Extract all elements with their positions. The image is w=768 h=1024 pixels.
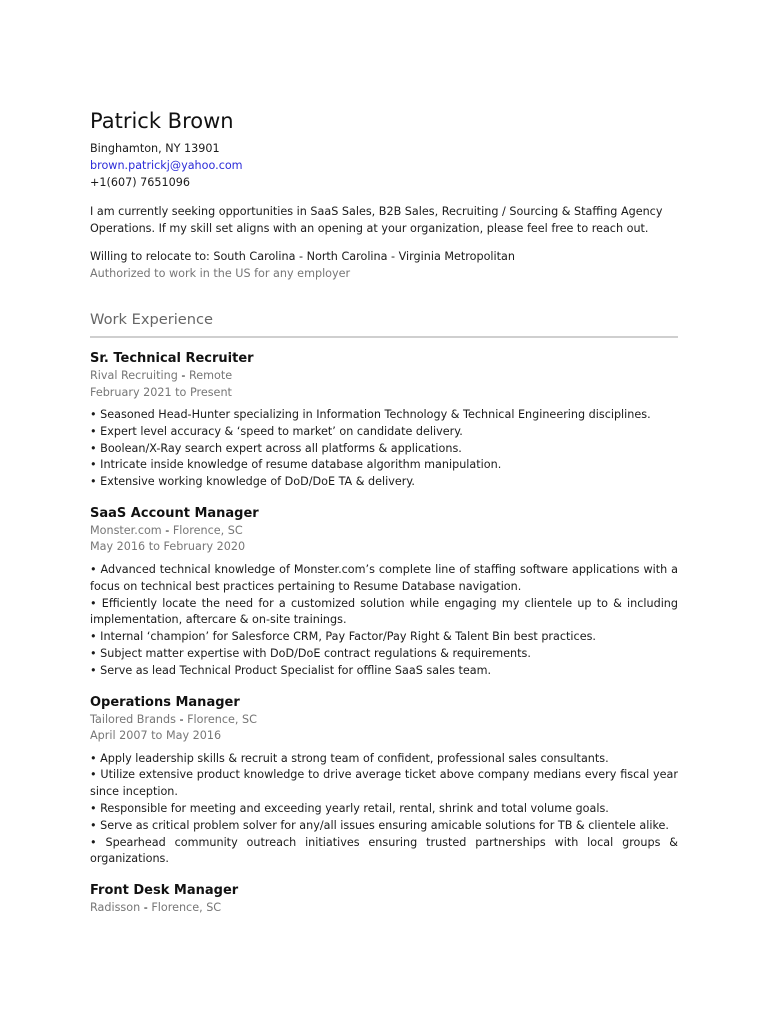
job-dates: May 2016 to February 2020 [90,540,246,554]
job-location: Florence, SC [187,712,257,726]
jobs-list [90,350,678,917]
job-bullet: • Serve as lead Technical Product Specialist for offline SaaS sales team. [90,663,492,677]
summary-text: I am currently seeking opportunities in SaaS Sales, B2B Sales, Recruiting / Sourcing & Staffing Agency Operations. If my skill set aligns with an opening at your organization, please feel free to reach out. [90,205,663,235]
job-bullet: • Internal ‘champion’ for Salesforce CRM, Pay Factor/Pay Right & Talent Bin best practices. [90,630,596,644]
job-bullet: • Advanced technical knowledge of Monster.com’s complete line of staffing software applications with a focus on technical best practices pertaining to Resume Database navigation. [90,562,678,593]
job-company-line [90,368,678,385]
job-bullet: • Subject matter expertise with DoD/DoE contract regulations & requirements. [90,646,531,660]
job-bullet: • Seasoned Head-Hunter specializing in Information Technology & Technical Engineering disciplines. [90,408,651,421]
job-entry [90,350,678,491]
job-dates: April 2007 to May 2016 [90,729,222,743]
job-bullet: • Intricate inside knowledge of resume database algorithm manipulation. [90,458,502,472]
job-bullet: • Boolean/X-Ray search expert across all platforms & applications. [90,441,462,455]
job-title: Operations Manager [90,694,240,710]
email-link[interactable]: brown.patrickj@yahoo.com [90,159,243,172]
job-bullets [90,407,678,491]
job-title: SaaS Account Manager [90,505,259,521]
job-title: Front Desk Manager [90,883,239,899]
job-bullets [90,751,678,869]
job-company: Monster.com [90,523,162,537]
job-bullet: • Spearhead community outreach initiatives ensuring trusted partnerships with local groups & organizations. [90,835,678,866]
company-location-separator: - [161,523,173,537]
phone-text: +1(607) 7651096 [90,176,190,189]
work-experience-heading: Work Experience [90,311,213,328]
job-bullets [90,562,678,680]
job-entry [90,694,678,869]
relocate-text: Willing to relocate to: South Carolina - North Carolina - Virginia Metropolitan [90,250,515,263]
candidate-name: Patrick Brown [90,109,234,133]
job-bullet: • Extensive working knowledge of DoD/DoE TA & delivery. [90,475,415,489]
location-text: Binghamton, NY 13901 [90,142,220,155]
company-location-separator: - [140,901,152,915]
company-location-separator: - [175,712,188,726]
job-bullet: • Expert level accuracy & ‘speed to market’ on candidate delivery. [90,424,463,438]
job-company-line [90,712,678,729]
job-location: Florence, SC [172,523,243,537]
job-company-line [90,523,678,540]
job-bullet: • Efficiently locate the need for a customized solution while engaging my clientele up to & including implementation, aftercare & on-site trainings. [90,596,678,627]
job-bullet: • Apply leadership skills & recruit a strong team of confident, professional sales consultants. [90,751,609,765]
job-company: Radisson [90,901,141,915]
job-company: Tailored Brands [90,712,176,726]
section-divider [90,336,678,338]
company-location-separator: - [177,369,189,382]
job-company-line [90,900,678,917]
job-entry [90,882,678,917]
job-bullet: • Serve as critical problem solver for any/all issues ensuring amicable solutions for TB & clientele alike. [90,818,669,832]
job-bullet: • Responsible for meeting and exceeding yearly retail, rental, shrink and total volume goals. [90,801,609,815]
job-location: Florence, SC [151,901,222,915]
job-entry [90,505,678,680]
job-dates: February 2021 to Present [90,385,232,399]
job-bullet: • Utilize extensive product knowledge to drive average ticket above company medians every fiscal year since inception. [90,768,678,799]
job-company: Rival Recruiting [90,369,178,382]
job-title: Sr. Technical Recruiter [90,351,254,366]
job-location: Remote [188,369,233,382]
resume-content [90,107,678,917]
work-authorization-text: Authorized to work in the US for any employer [90,266,351,280]
